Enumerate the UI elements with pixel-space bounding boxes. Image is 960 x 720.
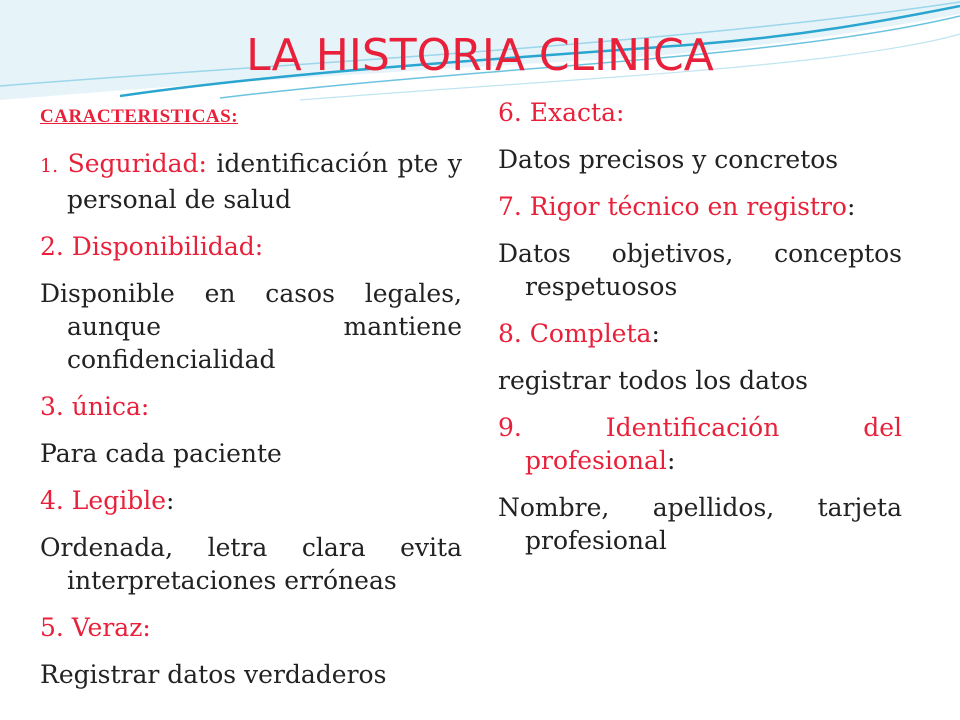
item-completa-text: registrar todos los datos [498,366,808,395]
slide-title: LA HISTORIA CLINICA [246,30,714,81]
item-term: 4. Legible [40,486,166,515]
item-term: 7. Rigor técnico en registro [498,192,847,221]
item-rigor-text: Datos objetivos, conceptos respetuosos [498,239,902,301]
item-veraz-text: Registrar datos verdaderos [40,660,387,689]
item-disponibilidad-text: Disponible en casos legales, aunque mantiene confidencialidad [40,279,462,374]
item-veraz: 5. Veraz: [40,613,151,642]
item-rigor [498,190,902,223]
item-legible-text: Ordenada, letra clara evita interpretaciones erróneas [40,533,462,595]
item-unica-text: Para cada paciente [40,439,282,468]
item-colon: : [666,446,676,475]
item-legible [40,484,462,517]
item-disponibilidad: 2. Disponibilidad: [40,232,264,261]
left-column [40,100,462,705]
item-exacta: 6. Exacta: [498,98,625,127]
item-identificacion [498,411,902,477]
item-term: Seguridad: [58,149,207,178]
item-unica: 3. única: [40,392,150,421]
section-heading: CARACTERISTICAS: [40,106,239,127]
item-term: 8. Completa [498,319,652,348]
right-column [498,96,902,571]
item-number: 1. [40,155,59,177]
item-exacta-text: Datos precisos y concretos [498,145,839,174]
item-completa [498,317,902,350]
item-colon: : [166,486,175,515]
item-colon: : [846,192,856,221]
item-colon: : [651,319,660,348]
item-seguridad [40,147,462,216]
item-term: 9. Identificación del profesional [498,413,902,475]
item-text: identificación pte y personal de salud [67,149,462,214]
item-identificacion-text: Nombre, apellidos, tarjeta profesional [498,493,902,555]
